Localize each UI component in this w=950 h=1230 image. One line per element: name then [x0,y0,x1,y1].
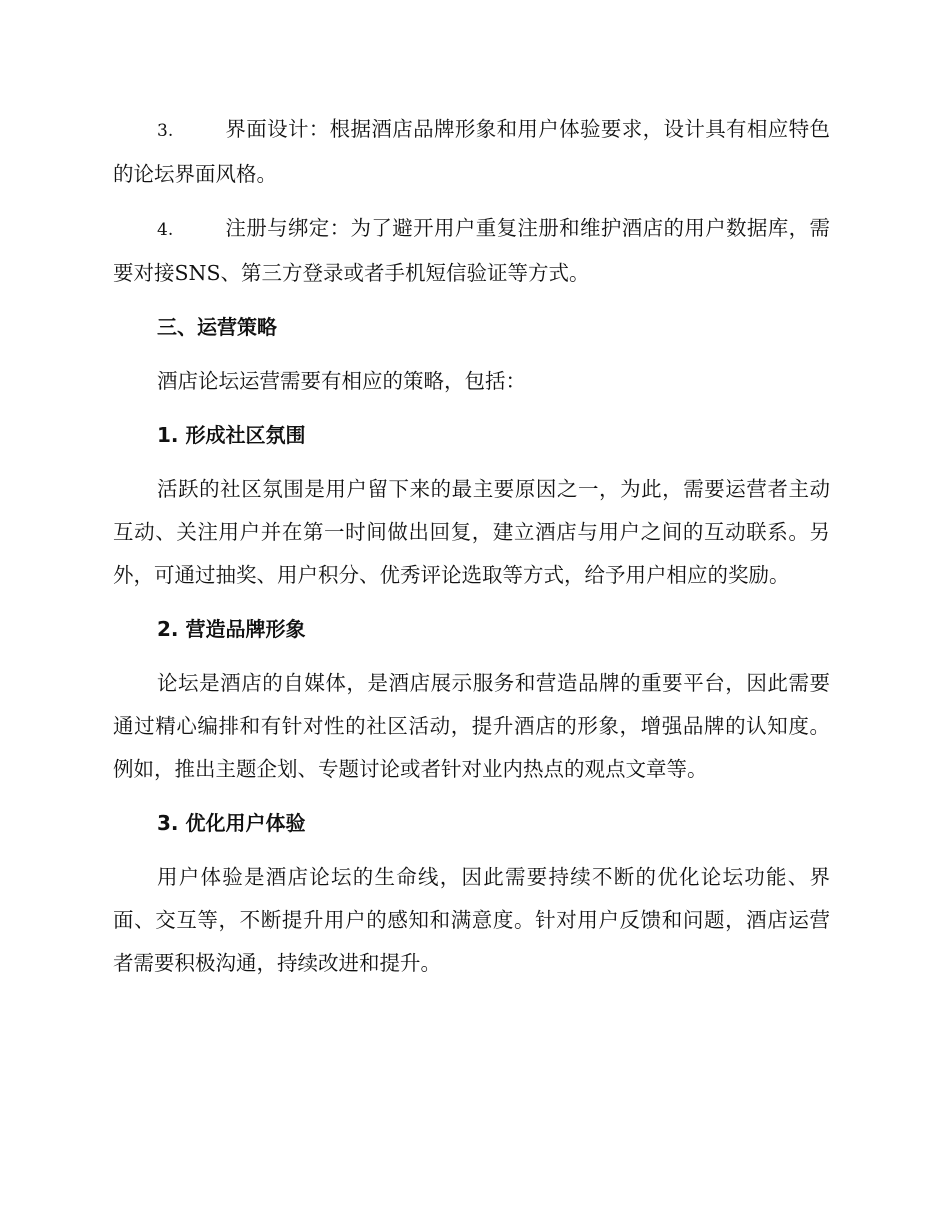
subsection-heading-experience: 3. 优化用户体验 [157,811,306,835]
numbered-item-3 [113,108,830,196]
subsection-body-experience: 用户体验是酒店论坛的生命线，因此需要持续不断的优化论坛功能、界面、交互等，不断提升用户的感知和满意度。针对用户反馈和问题，酒店运营者需要积极沟通，持续改进和提升。 [113,865,830,975]
subsection-heading-community: 1. 形成社区氛围 [157,423,306,447]
item-text: 注册与绑定：为了避开用户重复注册和维护酒店的用户数据库，需要对接SNS、第三方登录或者手机短信验证等方式。 [113,216,830,285]
item-number: 3. [157,121,174,141]
section-heading: 三、运营策略 [157,315,277,339]
item-number: 4. [157,220,174,240]
document-content [113,108,830,996]
numbered-item-4 [113,207,830,295]
item-text: 界面设计：根据酒店品牌形象和用户体验要求，设计具有相应特色的论坛界面风格。 [113,117,830,186]
subsection-body-community: 活跃的社区氛围是用户留下来的最主要原因之一，为此，需要运营者主动互动、关注用户并在第一时间做出回复，建立酒店与用户之间的互动联系。另外，可通过抽奖、用户积分、优秀评论选取等方式，给予用户相应的奖励。 [113,477,830,587]
intro-paragraph: 酒店论坛运营需要有相应的策略，包括： [157,369,526,393]
subsection-heading-brand: 2. 营造品牌形象 [157,617,306,641]
subsection-body-brand: 论坛是酒店的自媒体，是酒店展示服务和营造品牌的重要平台，因此需要通过精心编排和有针对性的社区活动，提升酒店的形象，增强品牌的认知度。例如，推出主题企划、专题讨论或者针对业内热点的观点文章等。 [113,671,830,781]
